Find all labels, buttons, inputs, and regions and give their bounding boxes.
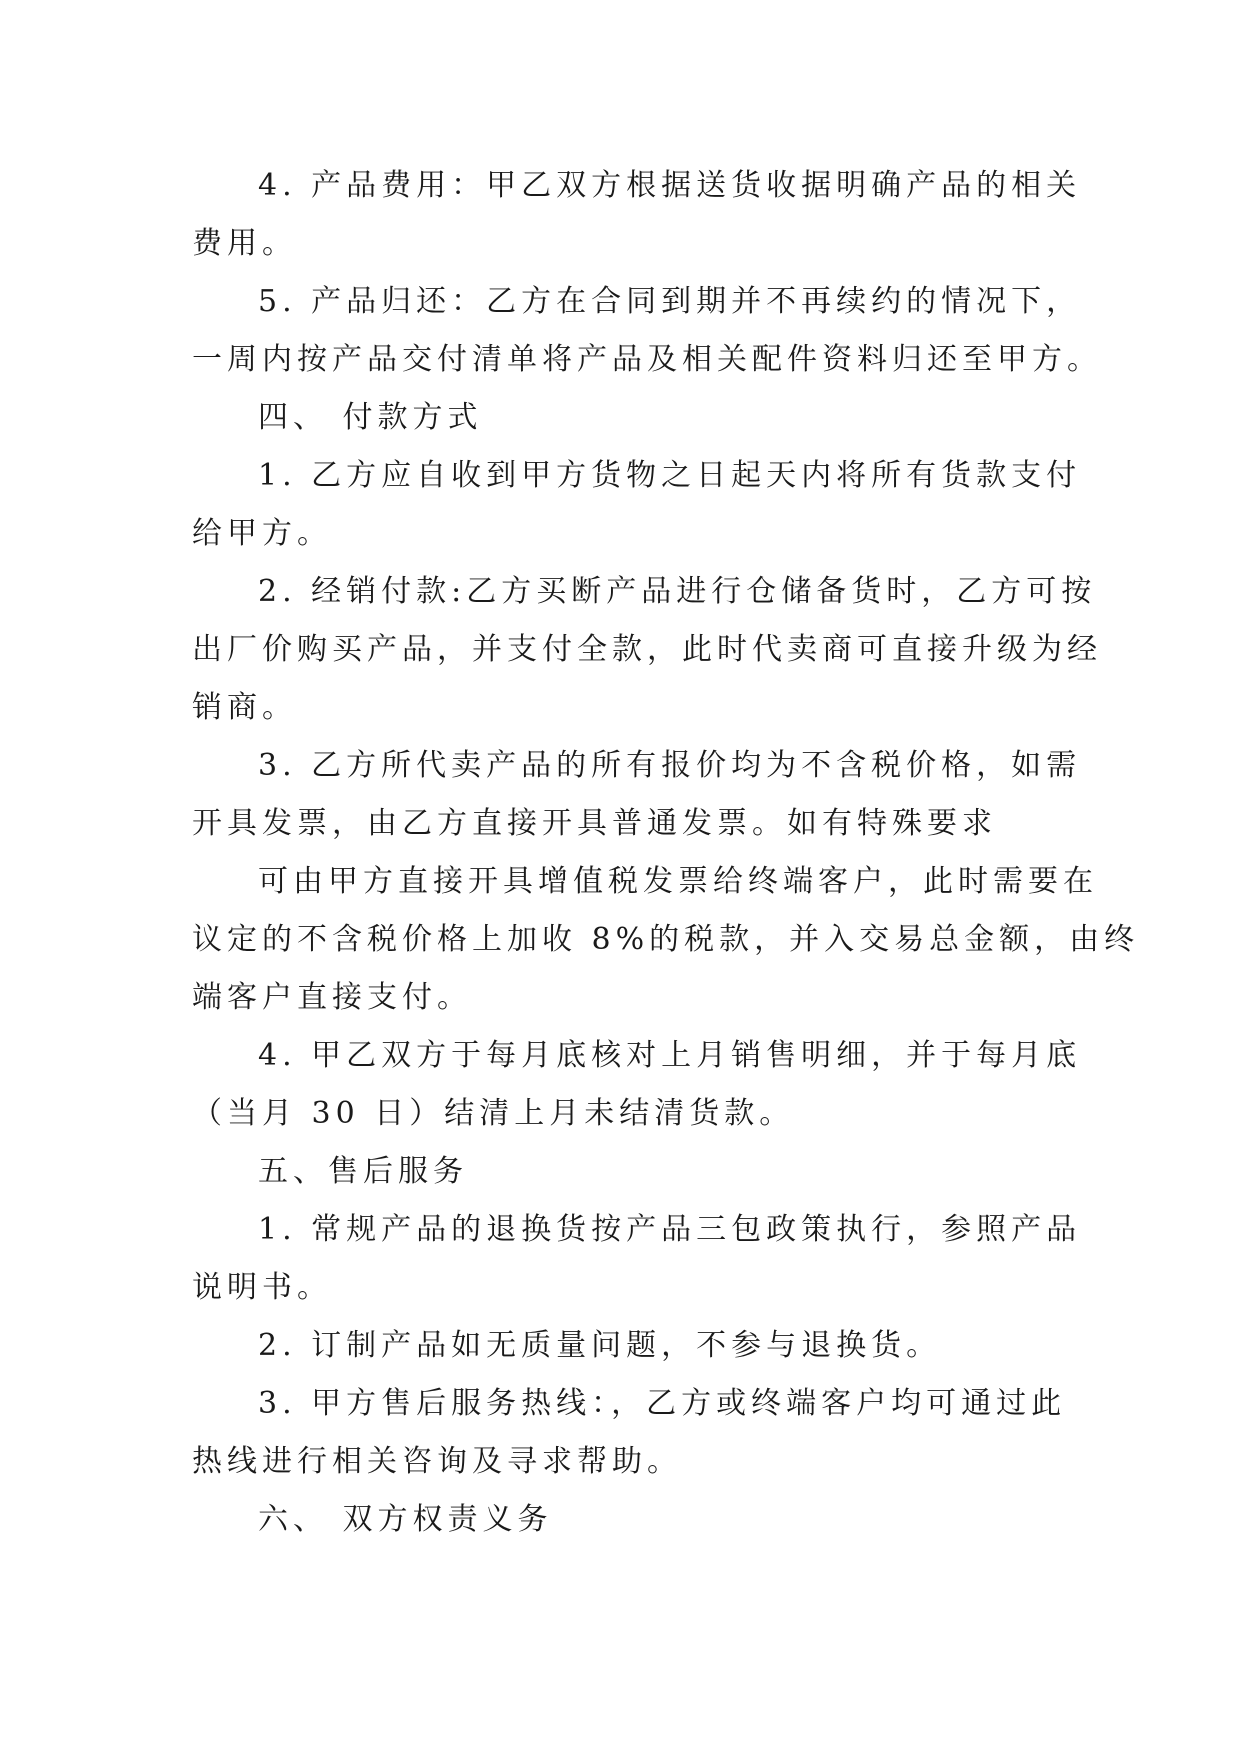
- service-clause-2: 2. 订制产品如无质量问题，不参与退换货。: [258, 1328, 942, 1363]
- payment-clause-1-line-2: 给甲方。: [192, 516, 332, 551]
- payment-clause-3-line-5: 端客户直接支付。: [192, 980, 472, 1015]
- payment-clause-2-line-1: 2. 经销付款:乙方买断产品进行仓储备货时，乙方可按: [258, 574, 1097, 609]
- section-5-heading: 五、售后服务: [258, 1154, 468, 1189]
- payment-clause-1-line-1: 1. 乙方应自收到甲方货物之日起天内将所有货款支付: [258, 458, 1082, 493]
- service-clause-3-line-1: 3. 甲方售后服务热线：，乙方或终端客户均可通过此: [258, 1386, 1067, 1421]
- payment-clause-4-line-1: 4. 甲乙双方于每月底核对上月销售明细，并于每月底: [258, 1038, 1082, 1073]
- clause-5-product-return-line-2: 一周内按产品交付清单将产品及相关配件资料归还至甲方。: [192, 342, 1102, 377]
- section-4-heading: 四、 付款方式: [258, 400, 483, 435]
- payment-clause-3-line-3: 可由甲方直接开具增值税发票给终端客户，此时需要在: [258, 864, 1098, 899]
- payment-clause-4-line-2: （当月 30 日）结清上月未结清货款。: [192, 1096, 795, 1131]
- clause-4-product-fee-line-2: 费用。: [192, 226, 297, 261]
- payment-clause-3-line-1: 3. 乙方所代卖产品的所有报价均为不含税价格，如需: [258, 748, 1082, 783]
- clause-4-product-fee-line-1: 4. 产品费用：甲乙双方根据送货收据明确产品的相关: [258, 168, 1082, 203]
- payment-clause-2-line-2: 出厂价购买产品，并支付全款，此时代卖商可直接升级为经: [192, 632, 1102, 667]
- section-6-heading: 六、 双方权责义务: [258, 1502, 553, 1537]
- service-clause-1-line-1: 1. 常规产品的退换货按产品三包政策执行，参照产品: [258, 1212, 1082, 1247]
- clause-5-product-return-line-1: 5. 产品归还：乙方在合同到期并不再续约的情况下，: [258, 284, 1082, 319]
- service-clause-1-line-2: 说明书。: [192, 1270, 332, 1305]
- payment-clause-3-line-2: 开具发票，由乙方直接开具普通发票。如有特殊要求: [192, 806, 997, 841]
- service-clause-3-line-2: 热线进行相关咨询及寻求帮助。: [192, 1444, 682, 1479]
- payment-clause-3-line-4: 议定的不含税价格上加收 8%的税款，并入交易总金额，由终: [192, 922, 1140, 957]
- payment-clause-2-line-3: 销商。: [192, 690, 297, 725]
